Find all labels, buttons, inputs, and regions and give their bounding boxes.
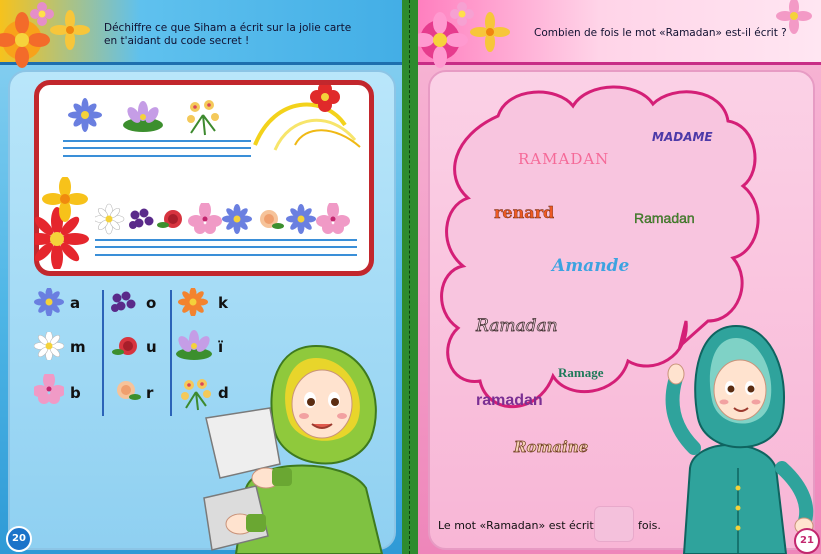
white-daisy-icon — [95, 204, 124, 234]
writing-line — [95, 246, 357, 248]
book-spine — [402, 0, 418, 554]
code-letter-k: k — [218, 294, 228, 312]
right-page — [418, 0, 821, 554]
white-daisy-icon — [34, 332, 64, 360]
instruction-line-1: Déchiffre ce que Siham a écrit sur la jolie carte — [104, 22, 352, 34]
answer-input-box[interactable] — [594, 506, 634, 542]
blue-daisy-icon — [34, 288, 64, 316]
word-5: Amande — [552, 256, 630, 276]
girl-pointing-illustration — [654, 318, 821, 554]
water-lily-icon — [123, 101, 163, 132]
writing-line — [63, 140, 251, 142]
code-letter-o: o — [146, 294, 157, 312]
instruction-line-2: en t'aidant du code secret ! — [104, 35, 250, 47]
pink-hibiscus-icon — [316, 203, 350, 234]
card-corner-swirl — [245, 85, 365, 155]
pink-hibiscus-icon — [188, 203, 222, 234]
left-instruction — [104, 22, 351, 48]
answer-sentence-end: fois. — [638, 519, 661, 532]
orchid-bouquet-icon — [187, 100, 219, 135]
red-rose-icon — [157, 210, 182, 228]
blue-daisy-icon — [222, 204, 252, 234]
word-7: Ramage — [558, 365, 604, 380]
word-3: renard — [494, 203, 555, 222]
girl-holding-card-illustration — [176, 328, 402, 554]
purple-grape-flower-icon — [129, 209, 154, 230]
code-letter-b: b — [70, 384, 81, 402]
code-letter-u: u — [146, 338, 157, 356]
peach-rose-icon — [110, 376, 144, 404]
blue-daisy-icon — [68, 98, 102, 132]
code-letter-m: m — [70, 338, 86, 356]
header-flowers-icon — [0, 0, 100, 70]
orange-daisy-icon — [178, 288, 208, 316]
word-8: ramadan — [476, 392, 543, 409]
spine-dashed-line — [409, 0, 410, 554]
writing-line — [63, 147, 251, 149]
writing-line — [63, 155, 251, 157]
word-2: MADAME — [652, 130, 713, 144]
card-left-flowers — [35, 177, 99, 269]
page-number-left: 20 — [6, 526, 32, 552]
word-6: Ramadan — [476, 316, 558, 336]
word-4: Ramadan — [634, 210, 695, 226]
right-instruction: Combien de fois le mot «Ramadan» est-il écrit ? — [534, 27, 787, 39]
card-flowers-row-2 — [95, 203, 357, 239]
pink-hibiscus-icon — [34, 374, 64, 404]
red-flower-icon — [310, 85, 340, 112]
writing-line — [95, 254, 357, 256]
word-1: RAMADAN — [518, 150, 610, 168]
blue-daisy-icon — [286, 204, 316, 234]
word-9: Romaine — [514, 438, 589, 456]
writing-line — [95, 239, 357, 241]
code-letter-a: a — [70, 294, 81, 312]
code-letter-r: r — [146, 384, 154, 402]
purple-grape-flower-icon — [108, 288, 138, 316]
legend-separator — [102, 290, 104, 416]
peach-rose-icon — [260, 210, 284, 229]
page-number-right: 21 — [794, 528, 820, 554]
card-flowers-row-1 — [63, 93, 263, 139]
red-rose-icon — [110, 332, 144, 360]
header-flowers-icon — [418, 0, 518, 70]
left-page — [0, 0, 402, 554]
answer-sentence-start: Le mot «Ramadan» est écrit — [438, 519, 594, 532]
code-letter-i-trema: ï — [218, 338, 224, 356]
code-letter-d: d — [218, 384, 229, 402]
secret-card — [34, 80, 374, 276]
